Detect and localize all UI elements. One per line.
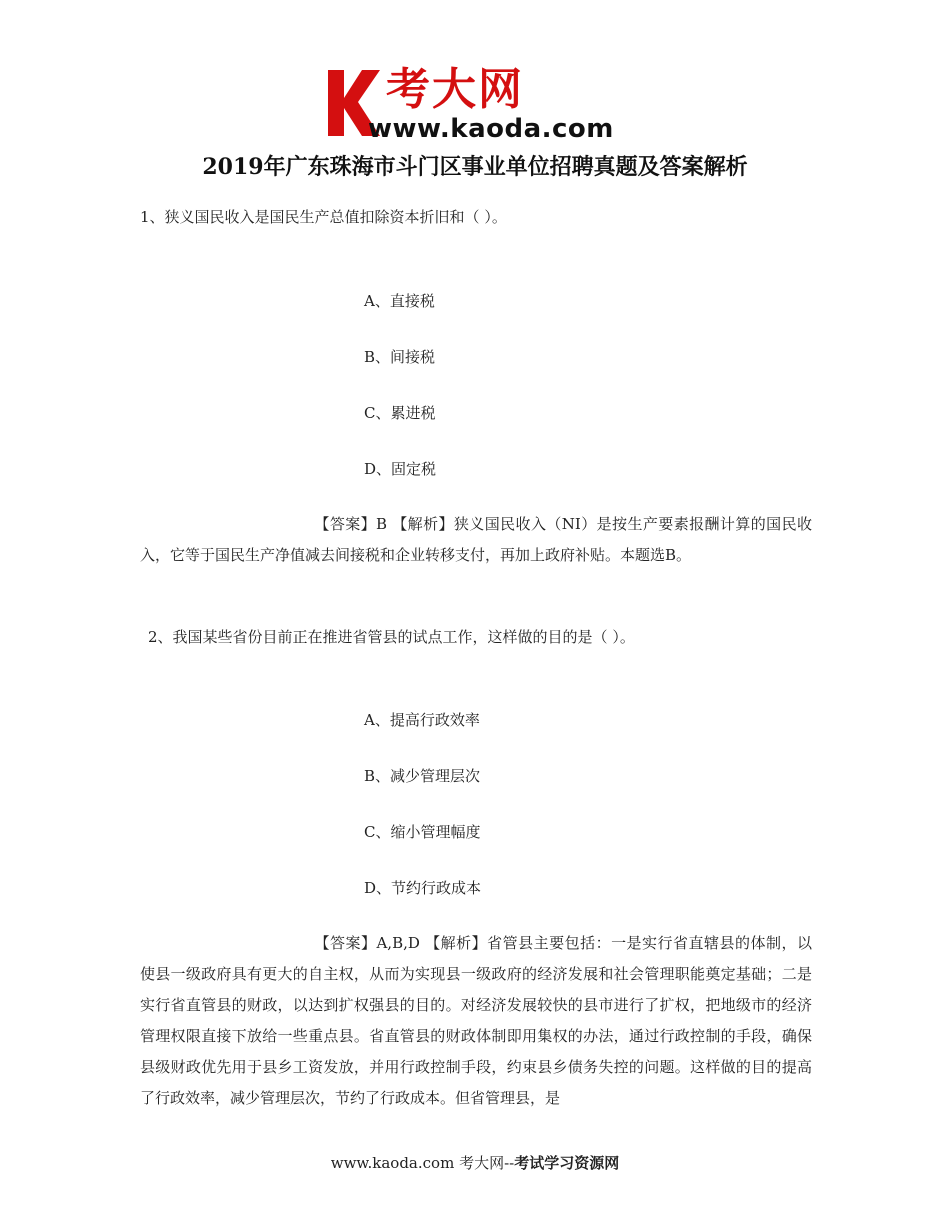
- kaoda-logo: [322, 62, 642, 142]
- q1-option-c: C、累进税: [364, 404, 436, 422]
- q1-option-b: B、间接税: [364, 348, 436, 366]
- q2-option-c: C、缩小管理幅度: [364, 823, 481, 841]
- q1-option-a: A、直接税: [364, 292, 435, 310]
- q2-option-d: D、节约行政成本: [364, 879, 482, 897]
- footer-url[interactable]: www.kaoda.com: [330, 1154, 455, 1172]
- q1-option-d: D、固定税: [364, 460, 437, 478]
- question-2: 2、我国某些省份目前正在推进省管县的试点工作，这样做的目的是（ ）。: [148, 628, 635, 646]
- footer-site: 考大网--: [459, 1154, 515, 1172]
- question-1: 1、狭义国民收入是国民生产总值扣除资本折旧和（ ）。: [140, 208, 507, 226]
- footer-slogan: 考试学习资源网: [514, 1154, 620, 1172]
- q2-option-a: A、提高行政效率: [364, 711, 480, 729]
- q2-answer-text: 【答案】A,B,D 【解析】省管县主要包括：一是实行省直辖县的体制，以使县一级政府具有更大的自主权，从而为实现县一级政府的经济发展和社会管理职能奠定基础；二是实行省直管县的财政，以达到扩权强县的目的。对经济发展较快的县市进行了扩权，把地级市的经济管理权限直接下放给一些重点县。省直管县的财政体制即用集权的办法，通过行政控制的手段，确保县级财政优先用于县乡工资发放，并用行政控制手段，约束县乡债务失控的问题。这样做的目的提高了行政效率，减少管理层次，节约了行政成本。但省管理县，是: [140, 934, 812, 1107]
- page-title: 2019年广东珠海市斗门区事业单位招聘真题及答案解析: [202, 154, 748, 180]
- logo-url-text: www.kaoda.com: [368, 114, 614, 144]
- q1-answer-text: 【答案】B 【解析】狭义国民收入（NI）是按生产要素报酬计算的国民收入，它等于国民生产净值减去间接税和企业转移支付，再加上政府补贴。本题选B。: [140, 515, 812, 564]
- logo-cn-text: 考大网: [386, 64, 524, 115]
- q2-answer: [140, 928, 812, 1114]
- page-footer: [0, 1152, 950, 1174]
- q2-option-b: B、减少管理层次: [364, 767, 481, 785]
- q1-answer: [140, 509, 812, 571]
